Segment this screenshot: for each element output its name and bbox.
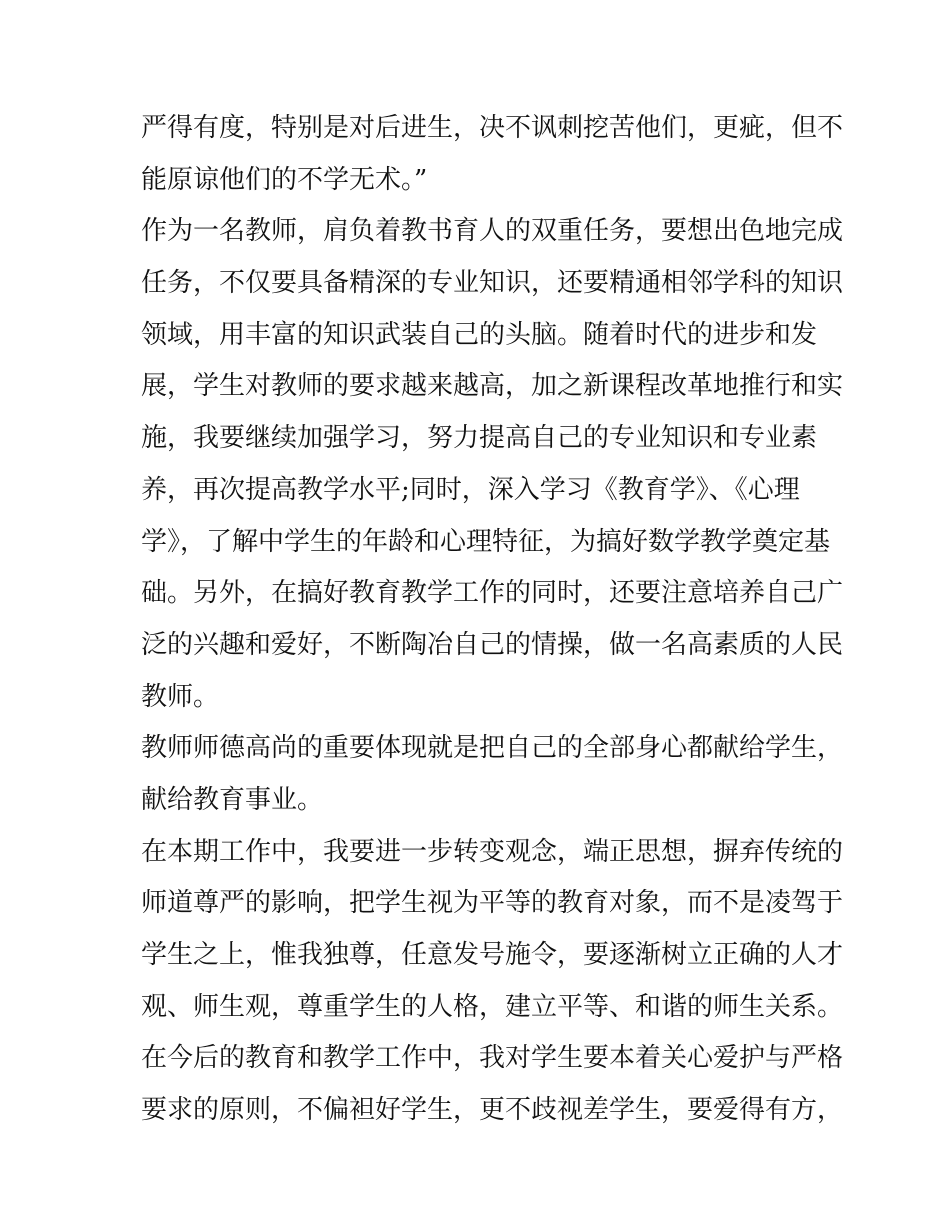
text-line: 施，我要继续加强学习，努力提高自己的专业知识和专业素	[141, 423, 818, 454]
text-line: 养，再次提高教学水平;同时，深入学习《教育学》、《心理	[141, 474, 800, 505]
text-line: 献给教育事业。	[141, 784, 324, 815]
text-line: 作为一名教师，肩负着教书育人的双重任务，要想出色地完成	[141, 216, 844, 247]
text-line: 教师。	[141, 681, 220, 712]
text-line: 学生之上，惟我独尊，任意发号施令，要逐渐树立正确的人才	[141, 940, 844, 970]
text-line: 任务，不仅要具备精深的专业知识，还要精通相邻学科的知识	[141, 268, 844, 299]
text-line: 能原谅他们的不学无术。”	[141, 164, 428, 195]
text-line: 观、师生观，尊重学生的人格，建立平等、和谐的师生关系。	[141, 991, 844, 1022]
text-line: 严得有度，特别是对后进生，决不讽刺挖苦他们，更疵，但不	[141, 113, 844, 143]
text-line: 教师师德高尚的重要体现就是把自己的全部身心都献给学生，	[141, 733, 844, 764]
document-body	[141, 103, 844, 1137]
text-line: 在今后的教育和教学工作中，我对学生要本着关心爱护与严格	[141, 1043, 844, 1074]
text-line: 学》，了解中学生的年龄和心理特征，为搞好数学教学奠定基	[141, 526, 831, 557]
text-line: 要求的原则，不偏袒好学生，更不歧视差学生，要爱得有方，	[141, 1095, 844, 1126]
text-line: 泛的兴趣和爱好，不断陶冶自己的情操，做一名高素质的人民	[141, 629, 844, 660]
text-line: 领域，用丰富的知识武装自己的头脑。随着时代的进步和发	[141, 319, 818, 350]
text-line: 础。另外，在搞好教育教学工作的同时，还要注意培养自己广	[141, 578, 844, 609]
text-line: 在本期工作中，我要进一步转变观念，端正思想，摒弃传统的	[141, 836, 844, 867]
text-line: 展，学生对教师的要求越来越高，加之新课程改革地推行和实	[141, 371, 844, 402]
text-line: 师道尊严的影响，把学生视为平等的教育对象，而不是凌驾于	[141, 888, 844, 919]
